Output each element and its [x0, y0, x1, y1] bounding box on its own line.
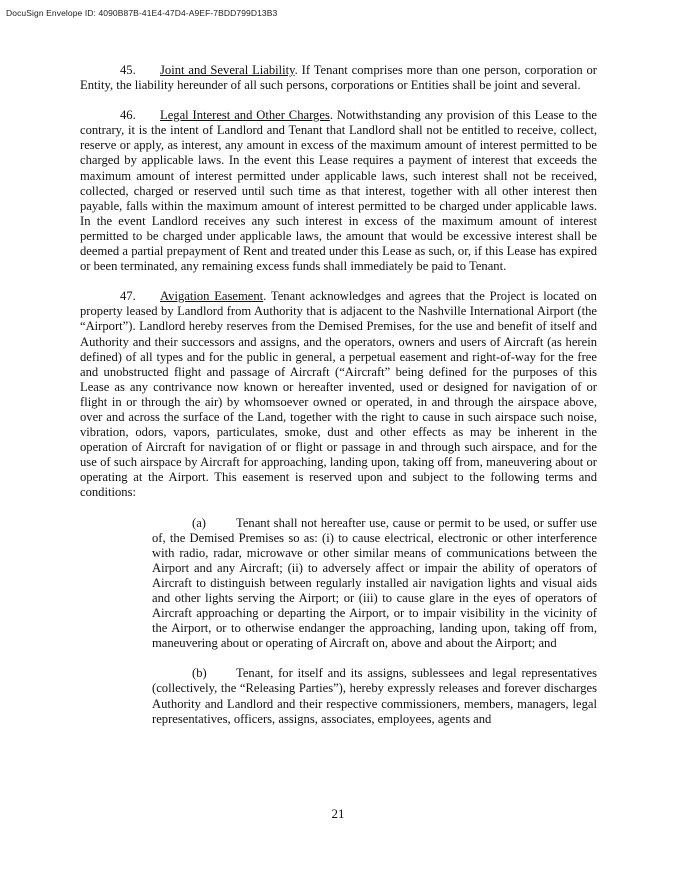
subsection-label: (b): [192, 666, 207, 681]
page-number: 21: [331, 806, 345, 821]
section-heading: Legal Interest and Other Charges: [160, 108, 330, 123]
section-47: [80, 289, 597, 500]
section-number: 45.: [120, 63, 136, 77]
section-46: [80, 108, 597, 274]
subsection-a: [152, 516, 597, 652]
subsection-text: Tenant, for itself and its assigns, sublessees and legal representatives (collectively, the “Releasing Parties”), hereby expressly releases and forever discharges Authority and Landlord and their respective commissioners, members, managers, legal representatives, officers, assigns, associates, employees, agents and: [152, 666, 597, 726]
section-number: 46.: [120, 108, 136, 123]
envelope-id: DocuSign Envelope ID: 4090B87B-41E4-47D4-A9EF-7BDD799D13B3: [6, 8, 278, 18]
subsection-b: [152, 666, 597, 726]
section-text: . Tenant acknowledges and agrees that the Project is located on property leased by Landlord from Authority that is adjacent to the Nashville International Airport (the “Airport”). Landlord hereby reserves from the Demised Premises, for the use and benefit of itself and Authority and their successors and assigns, and the operators, owners and users of Aircraft (as herein defined) of all types and for the public in general, a perpetual easement and right-of-way for the free and unobstructed flight and passage of Aircraft (“Aircraft” being defined for the purposes of this Lease as any contrivance now known or hereafter invented, used or designed for navigation of or flight in or through the air) by whomsoever owned or operated, in and through the airspace above, over and across the surface of the Land, together with the right to cause in such airspace such noise, vibration, odors, vapors, particulates, smoke, dust and other effects as may be inherent in the operation of Aircraft for navigation of or flight or passage in and through such airspace, and for the use of such airspace by Aircraft for approaching, landing upon, taking off from, maneuvering about or operating at the Airport. This easement is reserved upon and subject to the following terms and conditions:: [80, 289, 597, 500]
section-heading: Avigation Easement: [160, 289, 264, 304]
section-number: 47.: [120, 289, 136, 304]
subsection-text: Tenant shall not hereafter use, cause or permit to be used, or suffer use of, the Demised Premises so as: (i) to cause electrical, electronic or other interference with radio, radar, microwave or other similar means of communications between the Airport and any Aircraft; (ii) to adversely affect or impair the ability of operators of Aircraft to distinguish between regularly installed air navigation lights and visual aids and other lights serving the Airport; or (iii) to cause glare in the eyes of operators of Aircraft approaching or departing the Airport, or to impair visibility in the vicinity of the Airport, or to otherwise endanger the approaching, landing upon, taking off from, maneuvering about or operating of Aircraft on, above and about the Airport; and: [152, 515, 597, 651]
section-text: . If Tenant comprises more than one person, corporation or Entity, the liability hereunder of all such persons, corporations or Entities shall be joint and several.: [80, 63, 597, 93]
section-heading: Joint and Several Liability: [160, 63, 295, 77]
document-body: [80, 63, 597, 742]
subsection-label: (a): [192, 515, 206, 530]
section-text: . Notwithstanding any provision of this Lease to the contrary, it is the intent of Landlord and Tenant that Landlord shall not be entitled to receive, collect, reserve or apply, as interest, any amount in excess of the maximum amount of interest permitted to be charged by applicable laws. In the event this Lease requires a payment of interest that exceeds the maximum amount of interest permitted under applicable laws, such interest shall not be received, collected, charged or reserved until such time as that interest, together with all other interest then payable, falls within the maximum amount of interest permitted to be charged under applicable laws. In the event Landlord receives any such interest in excess of the maximum amount of interest permitted to be charged under applicable laws, the amount that would be excessive interest shall be deemed a partial prepayment of Rent and treated under this Lease as such, or, if this Lease has expired or been terminated, any remaining excess funds shall immediately be paid to Tenant.: [80, 108, 597, 274]
section-45: [80, 63, 597, 93]
